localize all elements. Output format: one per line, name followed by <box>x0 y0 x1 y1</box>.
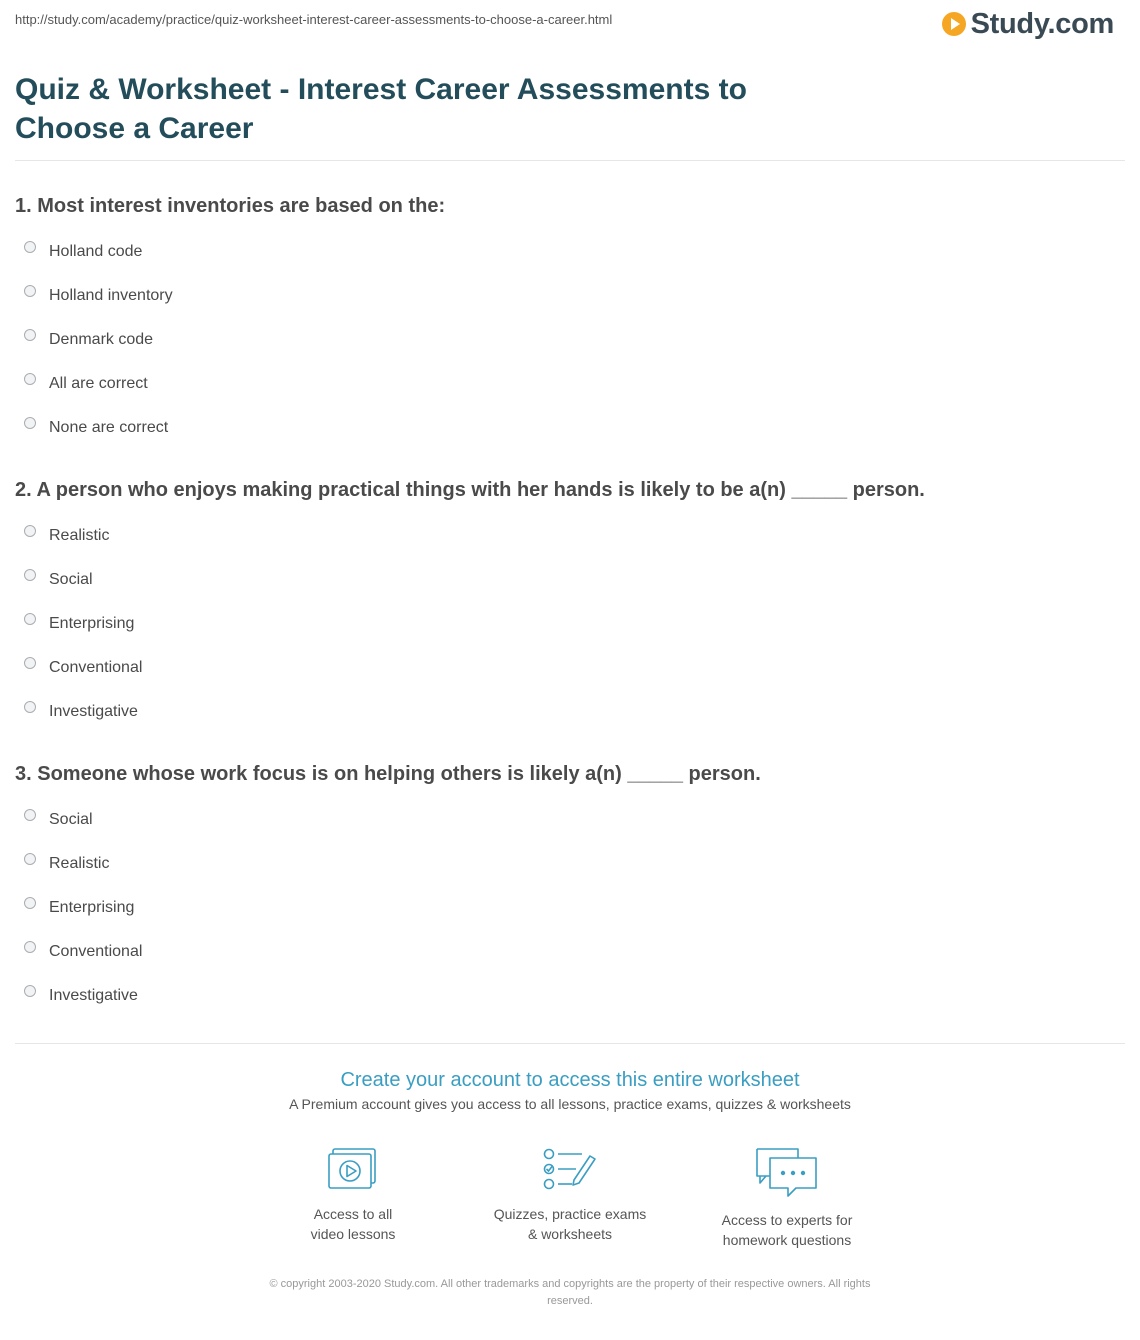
option-label: Conventional <box>49 659 143 676</box>
option-label: Holland code <box>49 243 143 260</box>
option-list <box>15 230 1125 450</box>
signup-cta <box>0 1066 1140 1112</box>
radio-button[interactable] <box>24 701 36 713</box>
page-title: Quiz & Worksheet - Interest Career Assessments to Choose a Career <box>15 73 747 145</box>
option-label: Investigative <box>49 703 138 720</box>
radio-button[interactable] <box>24 329 36 341</box>
radio-button[interactable] <box>24 285 36 297</box>
answer-option[interactable] <box>15 230 1125 274</box>
answer-option[interactable] <box>15 274 1125 318</box>
answer-option[interactable] <box>15 646 1125 690</box>
footer-line: reserved. <box>547 1295 593 1307</box>
answer-option[interactable] <box>15 318 1125 362</box>
video-lessons-icon <box>327 1146 379 1192</box>
option-label: Conventional <box>49 943 143 960</box>
copyright-footer <box>220 1276 920 1310</box>
answer-option[interactable] <box>15 406 1125 450</box>
question-2 <box>15 476 1125 734</box>
logo-text: Study.com <box>970 8 1114 40</box>
option-label: Realistic <box>49 855 110 872</box>
radio-button[interactable] <box>24 941 36 953</box>
quiz-checklist-icon <box>542 1146 598 1192</box>
footer-line: © copyright 2003-2020 Study.com. All other trademarks and copyrights are the property of their respective owners. All rights <box>269 1278 871 1290</box>
option-label: Investigative <box>49 987 138 1004</box>
title-divider <box>15 160 1125 161</box>
answer-option[interactable] <box>15 362 1125 406</box>
premium-features <box>0 1146 1140 1250</box>
radio-button[interactable] <box>24 417 36 429</box>
question-text: 2. A person who enjoys making practical things with her hands is likely to be a(n) _____ person. <box>15 479 925 501</box>
answer-option[interactable] <box>15 558 1125 602</box>
radio-button[interactable] <box>24 985 36 997</box>
radio-button[interactable] <box>24 809 36 821</box>
option-label: Denmark code <box>49 331 154 348</box>
option-label: Enterprising <box>49 899 135 916</box>
feature-video-lessons <box>263 1146 443 1250</box>
answer-option[interactable] <box>15 690 1125 734</box>
answer-option[interactable] <box>15 974 1125 1018</box>
radio-button[interactable] <box>24 657 36 669</box>
radio-button[interactable] <box>24 373 36 385</box>
option-list <box>15 514 1125 734</box>
answer-option[interactable] <box>15 930 1125 974</box>
question-text: 3. Someone whose work focus is on helping others is likely a(n) _____ person. <box>15 763 761 785</box>
feature-experts <box>697 1146 877 1250</box>
option-list <box>15 798 1125 1018</box>
answer-option[interactable] <box>15 602 1125 646</box>
option-label: Realistic <box>49 527 110 544</box>
feature-quizzes <box>480 1146 660 1250</box>
answer-option[interactable] <box>15 886 1125 930</box>
option-label: None are correct <box>49 419 169 436</box>
study-logo[interactable] <box>941 6 1114 42</box>
cta-title[interactable]: Create your account to access this entire worksheet <box>340 1069 800 1091</box>
option-label: Social <box>49 571 93 588</box>
option-label: Social <box>49 811 93 828</box>
radio-button[interactable] <box>24 897 36 909</box>
radio-button[interactable] <box>24 853 36 865</box>
option-label: Enterprising <box>49 615 135 632</box>
radio-button[interactable] <box>24 569 36 581</box>
question-text: 1. Most interest inventories are based on the: <box>15 195 446 217</box>
answer-option[interactable] <box>15 514 1125 558</box>
play-icon <box>941 11 967 37</box>
feature-label: Quizzes, practice exams & worksheets <box>493 1206 647 1242</box>
option-label: All are correct <box>49 375 148 392</box>
page-url: http://study.com/academy/practice/quiz-worksheet-interest-career-assessments-to-choose-a-career.html <box>15 12 613 27</box>
radio-button[interactable] <box>24 241 36 253</box>
radio-button[interactable] <box>24 613 36 625</box>
option-label: Holland inventory <box>49 287 173 304</box>
answer-option[interactable] <box>15 842 1125 886</box>
feature-label: Access to experts for homework questions <box>721 1212 853 1248</box>
feature-label: Access to all video lessons <box>310 1206 396 1242</box>
question-3 <box>15 760 1125 1018</box>
cta-subtitle: A Premium account gives you access to all lessons, practice exams, quizzes & worksheets <box>289 1096 851 1112</box>
question-1 <box>15 192 1125 450</box>
cta-divider <box>15 1043 1125 1044</box>
radio-button[interactable] <box>24 525 36 537</box>
answer-option[interactable] <box>15 798 1125 842</box>
chat-experts-icon <box>754 1146 820 1198</box>
